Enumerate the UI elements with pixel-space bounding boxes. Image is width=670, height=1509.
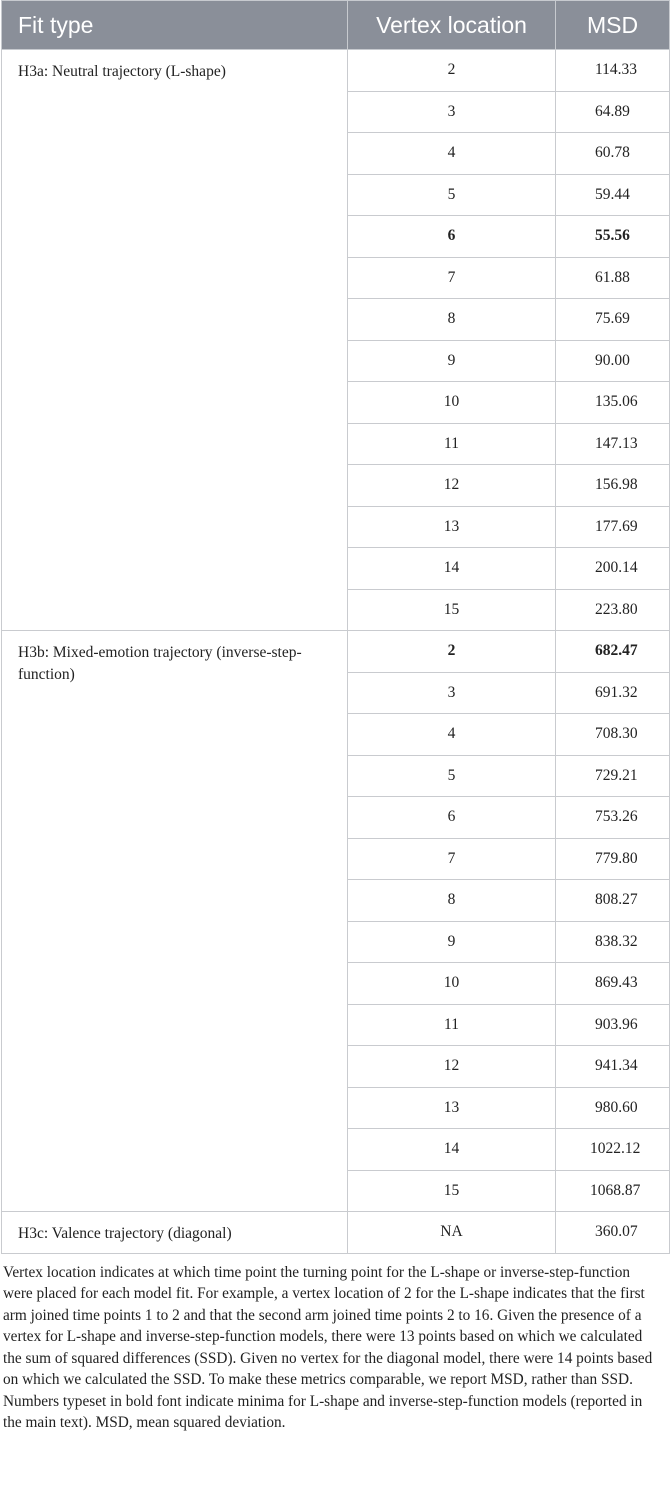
vertex-location-cell: 2 [348,50,556,92]
vertex-location-cell: 12 [348,465,556,507]
vertex-location-cell: 11 [348,423,556,465]
vertex-location-cell: 14 [348,1129,556,1171]
vertex-location-cell: 10 [348,963,556,1005]
table-footnote: Vertex location indicates at which time point the turning point for the L-shape or inverse-step-function were placed for each model fit. For example, a vertex location of 2 for the L-shape indicates that the first arm joined time points 1 to 2 and that the second arm joined time points 2 to 16. Given the presence of a vertex for L-shape and inverse-step-function models, there were 13 points based on which we calculated the sum of squared differences (SSD). Given no vertex for the diagonal model, there were 14 points based on which we calculated the SSD. To make these metrics comparable, we report MSD, rather than SSD. Numbers typeset in bold font indicate minima for L-shape and inverse-step-function models (reported in the main text). MSD, mean squared deviation. [3,1263,653,1431]
vertex-location-cell: 11 [348,1004,556,1046]
msd-cell: 941.34 [556,1046,670,1088]
table-body [2,50,670,1254]
vertex-location-cell: 6 [348,216,556,258]
msd-cell: 729.21 [556,755,670,797]
vertex-location-cell: 15 [348,589,556,631]
msd-cell: 360.07 [556,1212,670,1254]
vertex-location-cell: 3 [348,91,556,133]
vertex-location-cell: 12 [348,1046,556,1088]
msd-cell: 90.00 [556,340,670,382]
msd-cell: 135.06 [556,382,670,424]
msd-cell: 59.44 [556,174,670,216]
msd-cell: 980.60 [556,1087,670,1129]
msd-cell: 779.80 [556,838,670,880]
vertex-location-cell: 13 [348,1087,556,1129]
vertex-location-cell: 4 [348,133,556,175]
fit-type-cell: H3b: Mixed-emotion trajectory (inverse-step-function) [2,631,348,1212]
vertex-location-cell: 8 [348,880,556,922]
msd-cell: 691.32 [556,672,670,714]
vertex-location-cell: 10 [348,382,556,424]
vertex-location-cell: 7 [348,838,556,880]
msd-cell: 64.89 [556,91,670,133]
msd-cell: 869.43 [556,963,670,1005]
vertex-location-cell: 15 [348,1170,556,1212]
vertex-location-cell: 4 [348,714,556,756]
msd-cell: 114.33 [556,50,670,92]
vertex-location-cell: 5 [348,755,556,797]
vertex-location-cell: 7 [348,257,556,299]
vertex-location-cell: 5 [348,174,556,216]
msd-cell: 682.47 [556,631,670,673]
vertex-location-cell: NA [348,1212,556,1254]
vertex-location-cell: 3 [348,672,556,714]
msd-cell: 903.96 [556,1004,670,1046]
msd-cell: 156.98 [556,465,670,507]
vertex-location-cell: 9 [348,340,556,382]
table-row [2,50,670,92]
vertex-location-cell: 6 [348,797,556,839]
msd-cell: 753.26 [556,797,670,839]
msd-cell: 838.32 [556,921,670,963]
header-vertex-location: Vertex location [348,1,556,50]
msd-cell: 75.69 [556,299,670,341]
vertex-location-cell: 13 [348,506,556,548]
msd-cell: 223.80 [556,589,670,631]
msd-cell: 147.13 [556,423,670,465]
msd-cell: 808.27 [556,880,670,922]
msd-cell: 177.69 [556,506,670,548]
table-row [2,1212,670,1254]
header-msd: MSD [556,1,670,50]
header-fit-type: Fit type [2,1,348,50]
results-table [1,0,670,1254]
msd-cell: 60.78 [556,133,670,175]
msd-cell: 708.30 [556,714,670,756]
vertex-location-cell: 2 [348,631,556,673]
fit-type-cell: H3a: Neutral trajectory (L-shape) [2,50,348,631]
fit-type-cell: H3c: Valence trajectory (diagonal) [2,1212,348,1254]
vertex-location-cell: 8 [348,299,556,341]
vertex-location-cell: 9 [348,921,556,963]
header-row [2,1,670,50]
msd-cell: 55.56 [556,216,670,258]
msd-cell: 200.14 [556,548,670,590]
vertex-location-cell: 14 [348,548,556,590]
table-row [2,631,670,673]
msd-cell: 1068.87 [556,1170,670,1212]
msd-cell: 1022.12 [556,1129,670,1171]
msd-cell: 61.88 [556,257,670,299]
